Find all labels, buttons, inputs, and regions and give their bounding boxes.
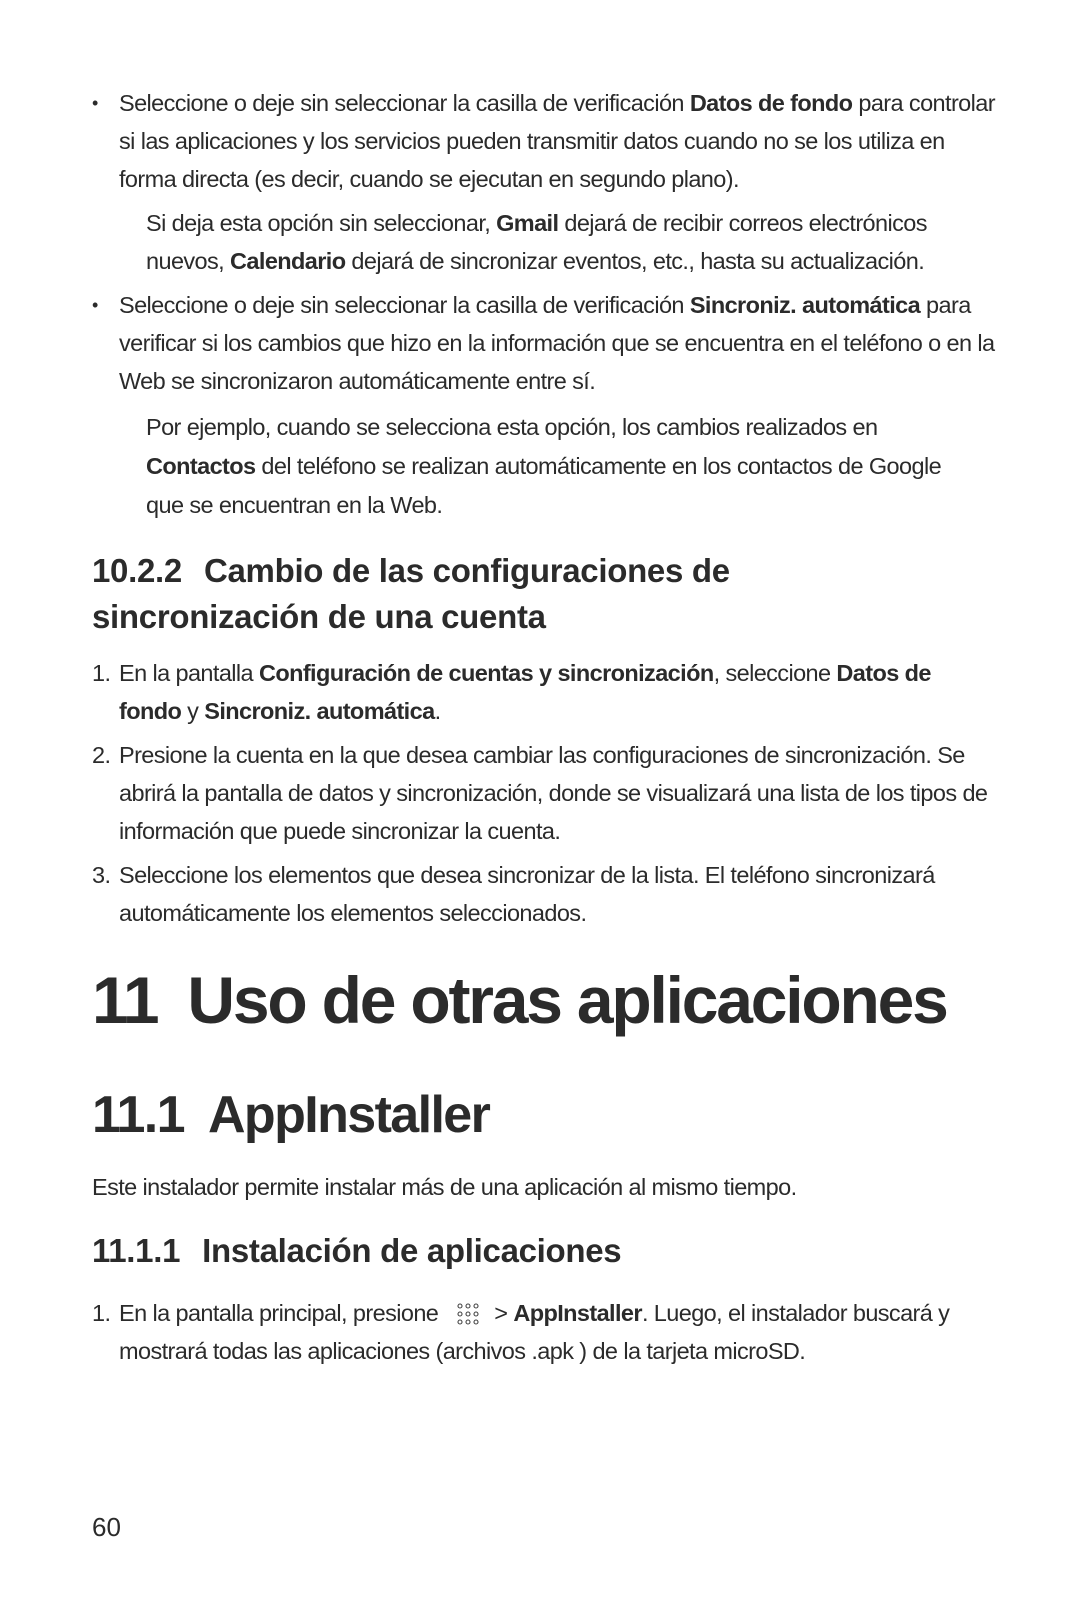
section-heading-11-1-1 (92, 1228, 952, 1274)
section-title: Cambio de las configuraciones de sincronización de una cuenta (92, 552, 730, 635)
step-3 (92, 856, 999, 932)
section-intro: Este instalador permite instalar más de una aplicación al mismo tiempo. (92, 1174, 797, 1200)
bold-term: Sincroniz. automática (204, 698, 435, 724)
bold-term: Datos de fondo (689, 90, 853, 116)
bold-term: AppInstaller (513, 1300, 642, 1326)
section-number: 11.1 (92, 1086, 184, 1144)
text: > (494, 1300, 514, 1326)
chapter-title: Uso de otras aplicaciones (187, 963, 947, 1037)
text: para verificar si los cambios que hizo en la información que se encuentra en el teléfono o en la Web se sincronizaron automáticamente entre sí. (119, 292, 995, 394)
step-number: 3. (92, 862, 111, 888)
bullet-auto-sync (92, 286, 999, 400)
section-number: 11.1.1 (92, 1232, 181, 1269)
bold-term: Sincroniz. automática (689, 292, 921, 318)
section-heading-11-1 (92, 1080, 489, 1150)
step-number: 2. (92, 742, 111, 768)
bold-term: Calendario (230, 248, 346, 274)
section-heading-10-2-2 (92, 548, 952, 640)
section-number: 10.2.2 (92, 552, 182, 589)
text: Seleccione o deje sin seleccionar la casilla de verificación (119, 90, 690, 116)
section-title: AppInstaller (207, 1086, 490, 1144)
text: Si deja esta opción sin seleccionar, (146, 210, 497, 236)
bold-term: Contactos (146, 453, 256, 479)
page-number: 60 (92, 1512, 121, 1542)
text: , seleccione (713, 660, 837, 686)
step-1 (92, 654, 999, 730)
app-grid-icon (456, 1299, 480, 1323)
text: Presione la cuenta en la que desea cambiar las configuraciones de sincronización. Se abrirá la pantalla de datos y sincronización, donde se visualizará una lista de los tipos de información que puede sincronizar la cuenta. (119, 742, 988, 844)
step-2 (92, 736, 999, 850)
bold-term: Datos de fondo (119, 660, 931, 724)
bold-term: Configuración de cuentas y sincronización (258, 660, 714, 686)
text: En la pantalla principal, presione (119, 1300, 439, 1326)
text: del teléfono se realizan automáticamente en los contactos de Google que se encuentran en la Web. (146, 453, 942, 518)
step-number: 1. (92, 1300, 111, 1326)
note-auto-sync (146, 408, 971, 525)
text: En la pantalla (119, 660, 259, 686)
text: Seleccione o deje sin seleccionar la casilla de verificación (119, 292, 690, 318)
text: Seleccione los elementos que desea sincronizar de la lista. El teléfono sincronizará automáticamente los elementos seleccionados. (119, 862, 935, 926)
text: Por ejemplo, cuando se selecciona esta opción, los cambios realizados en (146, 414, 878, 440)
install-step-1 (92, 1294, 999, 1370)
bullet-background-data (92, 84, 999, 198)
text: . (434, 698, 441, 724)
bold-term: Gmail (496, 210, 559, 236)
note-background-data (146, 204, 971, 280)
step-number: 1. (92, 660, 111, 686)
chapter-number: 11 (92, 963, 158, 1037)
text: dejará de sincronizar eventos, etc., hasta su actualización. (345, 248, 925, 274)
text: y (181, 698, 205, 724)
text: . Luego, el instalador buscará y mostrará todas las aplicaciones (archivos .apk ) de la tarjeta microSD. (119, 1300, 950, 1364)
text: dejará de recibir correos electrónicos nuevos, (146, 210, 927, 274)
section-title: Instalación de aplicaciones (202, 1232, 622, 1269)
chapter-heading (92, 960, 947, 1040)
text: para controlar si las aplicaciones y los servicios pueden transmitir datos cuando no se los utiliza en forma directa (es decir, cuando se ejecutan en segundo plano). (119, 90, 995, 192)
